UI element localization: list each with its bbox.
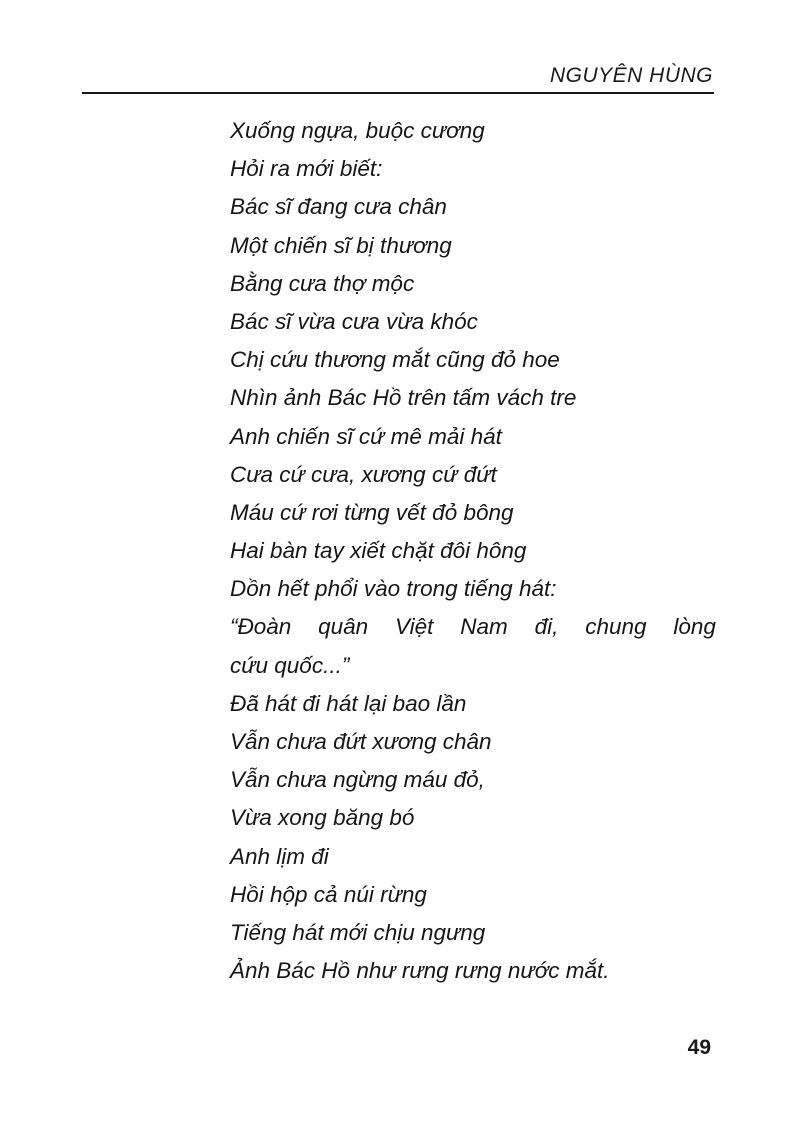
poem-line: Bằng cưa thợ mộc (230, 270, 415, 296)
poem-word: chung (585, 614, 647, 640)
poem-line-justified (230, 608, 716, 646)
poem-line: Hai bàn tay xiết chặt đôi hông (230, 538, 527, 564)
poem-body (230, 112, 716, 990)
poem-line: Bác sĩ đang cưa chân (230, 194, 447, 220)
poem-line: Hồi hộp cả núi rừng (230, 881, 427, 907)
poem-line: Vẫn chưa đứt xương chân (230, 729, 492, 754)
poem-line: Hỏi ra mới biết: (230, 156, 383, 182)
header-rule (82, 92, 714, 94)
poem-word: quân (318, 614, 369, 640)
poem-line: Tiếng hát mới chịu ngưng (230, 919, 486, 945)
poem-word: lòng (673, 614, 716, 640)
poem-line: Dồn hết phổi vào trong tiếng hát: (230, 576, 557, 602)
poem-word: Việt (395, 614, 434, 640)
poem-line: Ảnh Bác Hồ như rưng rưng nước mắt. (230, 958, 610, 984)
poem-word: “Đoàn (230, 614, 292, 640)
poem-line: Một chiến sĩ bị thương (230, 232, 452, 258)
poem-line: Anh lịm đi (230, 843, 329, 869)
poem-line: Bác sĩ vừa cưa vừa khóc (230, 308, 478, 334)
poem-line: Chị cứu thương mắt cũng đỏ hoe (230, 347, 560, 373)
poem-line: Cưa cứ cưa, xương cứ đứt (230, 461, 497, 487)
poem-line: Nhìn ảnh Bác Hồ trên tấm vách tre (230, 385, 577, 411)
page-number: 49 (687, 1036, 711, 1059)
poem-line: Vẫn chưa ngừng máu đỏ, (230, 767, 485, 793)
poem-word: Nam (460, 614, 508, 640)
poem-line: Xuống ngựa, buộc cương (230, 118, 485, 143)
poem-word: đi, (534, 614, 559, 640)
poem-line: cứu quốc...” (230, 652, 350, 678)
poem-line: Anh chiến sĩ cứ mê mải hát (230, 423, 502, 449)
poem-line: Vừa xong băng bó (230, 805, 415, 831)
poem-line: Đã hát đi hát lại bao lần (230, 690, 467, 716)
poem-line: Máu cứ rơi từng vết đỏ bông (230, 499, 514, 525)
running-head: NGUYÊN HÙNG (549, 64, 713, 87)
